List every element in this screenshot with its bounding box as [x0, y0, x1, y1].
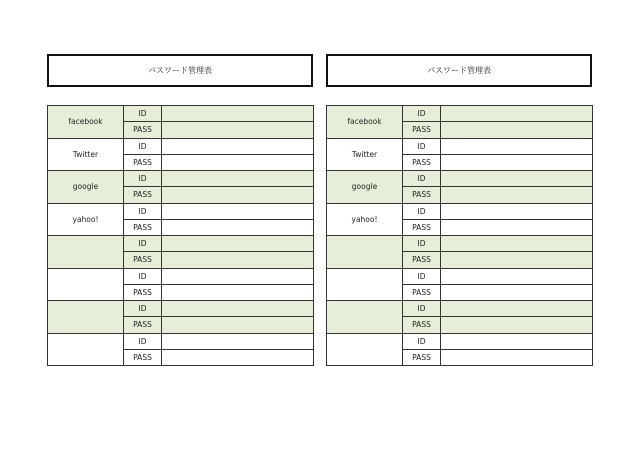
id-value-cell[interactable]	[162, 106, 314, 122]
id-value-cell[interactable]	[162, 268, 314, 284]
table-row	[327, 333, 593, 349]
pass-label: PASS	[403, 284, 441, 300]
id-value-cell[interactable]	[162, 138, 314, 154]
pass-value-cell[interactable]	[441, 252, 593, 268]
id-label: ID	[403, 333, 441, 349]
service-name-cell: Twitter	[327, 138, 403, 171]
pass-value-cell[interactable]	[162, 122, 314, 138]
service-name-cell	[327, 236, 403, 269]
table-row	[48, 333, 314, 349]
table-row	[48, 301, 314, 317]
service-name-cell	[48, 301, 124, 334]
table-row	[327, 268, 593, 284]
pass-value-cell[interactable]	[441, 317, 593, 333]
pass-value-cell[interactable]	[162, 252, 314, 268]
table-row	[48, 203, 314, 219]
table-row	[327, 171, 593, 187]
pass-label: PASS	[124, 154, 162, 170]
id-value-cell[interactable]	[441, 106, 593, 122]
sheet-title: パスワード管理表	[326, 54, 592, 87]
service-name-cell	[327, 301, 403, 334]
id-value-cell[interactable]	[162, 301, 314, 317]
pass-label: PASS	[403, 154, 441, 170]
pass-value-cell[interactable]	[441, 122, 593, 138]
pass-label: PASS	[124, 284, 162, 300]
id-label: ID	[403, 268, 441, 284]
id-value-cell[interactable]	[441, 236, 593, 252]
id-label: ID	[403, 138, 441, 154]
id-value-cell[interactable]	[441, 138, 593, 154]
pass-label: PASS	[403, 317, 441, 333]
id-value-cell[interactable]	[162, 203, 314, 219]
pass-label: PASS	[124, 252, 162, 268]
pass-value-cell[interactable]	[162, 284, 314, 300]
pass-label: PASS	[124, 349, 162, 365]
id-value-cell[interactable]	[441, 171, 593, 187]
id-label: ID	[403, 301, 441, 317]
id-label: ID	[124, 268, 162, 284]
sheet-title: パスワード管理表	[47, 54, 313, 87]
table-row	[48, 138, 314, 154]
id-value-cell[interactable]	[441, 333, 593, 349]
service-name-cell	[48, 268, 124, 301]
id-label: ID	[124, 236, 162, 252]
pass-label: PASS	[124, 317, 162, 333]
table-row	[48, 236, 314, 252]
pass-value-cell[interactable]	[162, 349, 314, 365]
service-name-cell	[327, 333, 403, 366]
id-value-cell[interactable]	[162, 236, 314, 252]
service-name-cell: yahoo!	[327, 203, 403, 236]
id-label: ID	[403, 106, 441, 122]
pass-value-cell[interactable]	[162, 219, 314, 235]
service-name-cell	[48, 236, 124, 269]
pass-value-cell[interactable]	[441, 349, 593, 365]
id-value-cell[interactable]	[441, 203, 593, 219]
pass-label: PASS	[403, 187, 441, 203]
id-label: ID	[403, 171, 441, 187]
pass-value-cell[interactable]	[441, 284, 593, 300]
service-name-cell: Twitter	[48, 138, 124, 171]
pass-value-cell[interactable]	[162, 154, 314, 170]
id-label: ID	[124, 333, 162, 349]
id-label: ID	[403, 236, 441, 252]
table-row	[327, 203, 593, 219]
id-label: ID	[124, 203, 162, 219]
id-value-cell[interactable]	[162, 333, 314, 349]
pass-label: PASS	[403, 219, 441, 235]
service-name-cell	[327, 268, 403, 301]
service-name-cell	[48, 333, 124, 366]
id-label: ID	[403, 203, 441, 219]
pass-label: PASS	[403, 252, 441, 268]
service-name-cell: facebook	[48, 106, 124, 139]
pass-label: PASS	[124, 187, 162, 203]
id-label: ID	[124, 106, 162, 122]
table-row	[48, 268, 314, 284]
table-row	[327, 301, 593, 317]
pass-label: PASS	[124, 219, 162, 235]
id-value-cell[interactable]	[441, 301, 593, 317]
pass-label: PASS	[124, 122, 162, 138]
service-name-cell: google	[48, 171, 124, 204]
table-row	[48, 171, 314, 187]
pass-value-cell[interactable]	[441, 187, 593, 203]
password-table	[47, 105, 314, 366]
id-value-cell[interactable]	[441, 268, 593, 284]
id-label: ID	[124, 301, 162, 317]
table-row	[327, 106, 593, 122]
pass-value-cell[interactable]	[162, 317, 314, 333]
table-row	[327, 138, 593, 154]
id-label: ID	[124, 138, 162, 154]
pass-value-cell[interactable]	[162, 187, 314, 203]
table-row	[48, 106, 314, 122]
service-name-cell: yahoo!	[48, 203, 124, 236]
table-row	[327, 236, 593, 252]
pass-value-cell[interactable]	[441, 219, 593, 235]
password-table	[326, 105, 593, 366]
id-label: ID	[124, 171, 162, 187]
pass-label: PASS	[403, 122, 441, 138]
pass-label: PASS	[403, 349, 441, 365]
id-value-cell[interactable]	[162, 171, 314, 187]
service-name-cell: facebook	[327, 106, 403, 139]
pass-value-cell[interactable]	[441, 154, 593, 170]
service-name-cell: google	[327, 171, 403, 204]
